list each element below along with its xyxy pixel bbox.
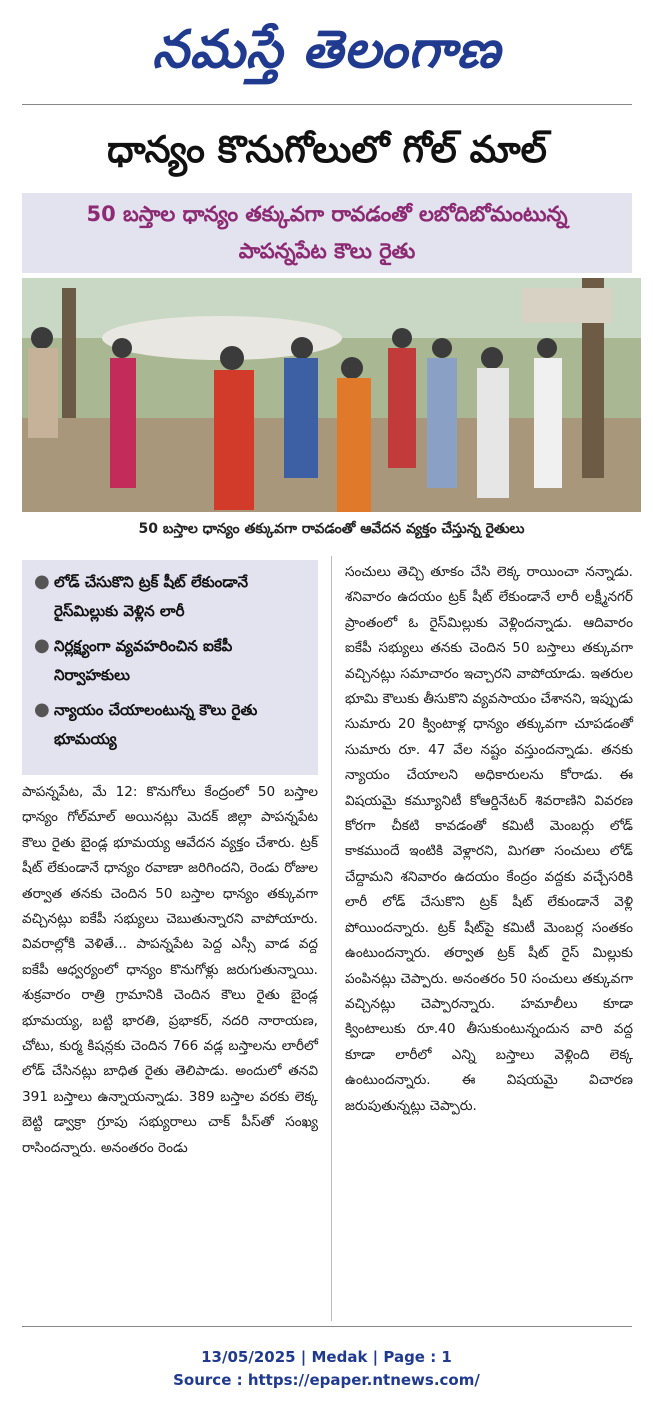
news-photo [22,278,641,512]
newspaper-logo: నమస్తే తెలంగాణ [152,19,501,80]
highlight-text: లోడ్ చేసుకొని ట్రక్ షీట్ లేకుండానే రైస్‌మిల్లుకు వెళ్లిన లారీ [54,573,249,620]
bottom-rule [22,1326,632,1327]
source-link[interactable]: Source : https://epaper.ntnews.com/ [173,1371,480,1389]
photo-illustration [22,278,641,512]
article-body-left [22,780,318,1161]
bullet-icon: ● [34,699,50,720]
bullet-icon: ● [34,571,50,592]
body-text-left: పాపన్నపేట, మే 12: కొనుగోలు కేంద్రంలో 50 బస్తాల ధాన్యం గోల్‌మాల్ అయినట్లు మెదక్ జిల్లా పాపన్నపేట కౌలు రైతు బైండ్ల భూమయ్య ఆవేదన వ్యక్తం చేశారు. ట్రక్ షీట్ లేకుండానే ధాన్యం రవాణా జరిగిందని, రెండు రోజుల తర్వాత తనకు చెందిన 50 బస్తాల ధాన్యం తక్కువగా వచ్చినట్లు ఐకేపీ సభ్యులు చెబుతున్నారని వాపోయారు. వివరాల్లోకి వెళితే... పాపన్నపేట పెద్ద ఎస్సీ వాడ వద్ద ఐకేపీ ఆధ్వర్యంలో ధాన్యం కొనుగోళ్లు జరుగుతున్నాయి. శుక్రవారం రాత్రి గ్రామానికి చెందిన కౌలు రైతు బైండ్ల భూమయ్య, బట్టి భారతి, ప్రభాకర్, నదరి నారాయణ, చోటు, కుర్మ కిషన్లకు చెందిన 766 వడ్ల బస్తాలను లారీలో లోడ్ చేసినట్లు బాధిత రైతు తెలిపాడు. అందులో తనవి 391 బస్తాలు ఉన్నాయన్నాడు. 389 బస్తాల వరకు లెక్క బెట్టి డ్వాక్రా గ్రూపు సభ్యురాలు చాక్ పీస్‌తో సంఖ్య రాసిందన్నారు. అనంతరం రెండు [22,784,318,1156]
highlight-item [34,696,312,754]
highlight-item [34,632,312,690]
article-headline: ధాన్యం కొనుగోలులో గోల్ మాల్ [107,128,547,171]
bullet-icon: ● [34,635,50,656]
masthead [0,0,653,100]
article-body-right [345,560,633,1119]
highlight-text: న్యాయం చేయాలంటున్న కౌలు రైతు భూమయ్య [54,701,258,748]
highlight-item [34,568,312,626]
highlights-box [22,560,318,775]
highlight-text: నిర్లక్ష్యంగా వ్యవహరించిన ఐకేపీ నిర్వాహకులు [54,637,233,684]
article-subhead [22,193,632,273]
body-text-right: సంచులు తెచ్చి తూకం చేసి లెక్క రాయించా నన్నాడు. శనివారం ఉదయం ట్రక్ షీట్ లేకుండానే లారీ లక్ష్మీనగర్ ప్రాంతంలో ఓ రైస్‌మిల్లుకు వెళ్లిందన్నాడు. ఆదివారం ఐకేపీ సభ్యులు తనకు చెందిన 50 బస్తాలు తక్కువగా వచ్చినట్లు సమాచారం ఇచ్చారని వాపోయాడు. ఇతరుల భూమి కౌలుకు తీసుకొని వ్యవసాయం చేశానని, ఇప్పుడు సుమారు 20 క్వింటాళ్ల ధాన్యం తక్కువగా చూపడంతో సుమారు రూ. 47 వేల నష్టం వస్తుందన్నాడు. తనకు న్యాయం చేయాలని అధికారులను కోరాడు. ఈ విషయమై కమ్యూనిటీ కోఆర్డినేటర్ శివరాణిని వివరణ కోరగా చీకటి కావడంతో కమిటీ మెంబర్లు లోడ్ కాకముందే ఇంటికి వెళ్లారని, మిగతా సంచులు లోడ్ చేద్దామని శనివారం ఉదయం కేంద్రం వద్దకు వచ్చేసరికి లారీ లోడ్ చేసుకొని ట్రక్ షీట్ లేకుండానే వెళ్లి పోయిందన్నారు. ట్రక్ షీట్‌పై కమిటీ మెంబర్ల సంతకం ఉంటుందన్నారు. తర్వాత ట్రక్ షీట్ రైస్ మిల్లుకు పంపినట్లు చెప్పారు. అనంతరం 50 సంచులు తక్కువగా వచ్చినట్లు చెప్పారన్నారు. హమాలీలు కూడా క్వింటాలుకు రూ.40 తీసుకుంటున్నందున వారి వద్ద కూడా లారీలో ఎన్ని బస్తాలు వెళ్లింది లెక్క ఉంటుందన్నారు. ఈ విషయమై విచారణ జరుపుతున్నట్లు చెప్పారు. [345,564,633,1114]
subhead-line-1: 50 బస్తాల ధాన్యం తక్కువగా రావడంతో లబోదిబోమంటున్న [86,202,568,226]
subhead-line-2: పాపన్నపేట కౌలు రైతు [238,239,416,263]
top-rule [22,104,632,105]
edition-info: 13/05/2025 | Medak | Page : 1 [201,1348,452,1366]
column-divider [331,556,332,1321]
photo-caption: 50 బస్తాల ధాన్యం తక్కువగా రావడంతో ఆవేదన వ్యక్తం చేస్తున్న రైతులు [138,521,525,537]
